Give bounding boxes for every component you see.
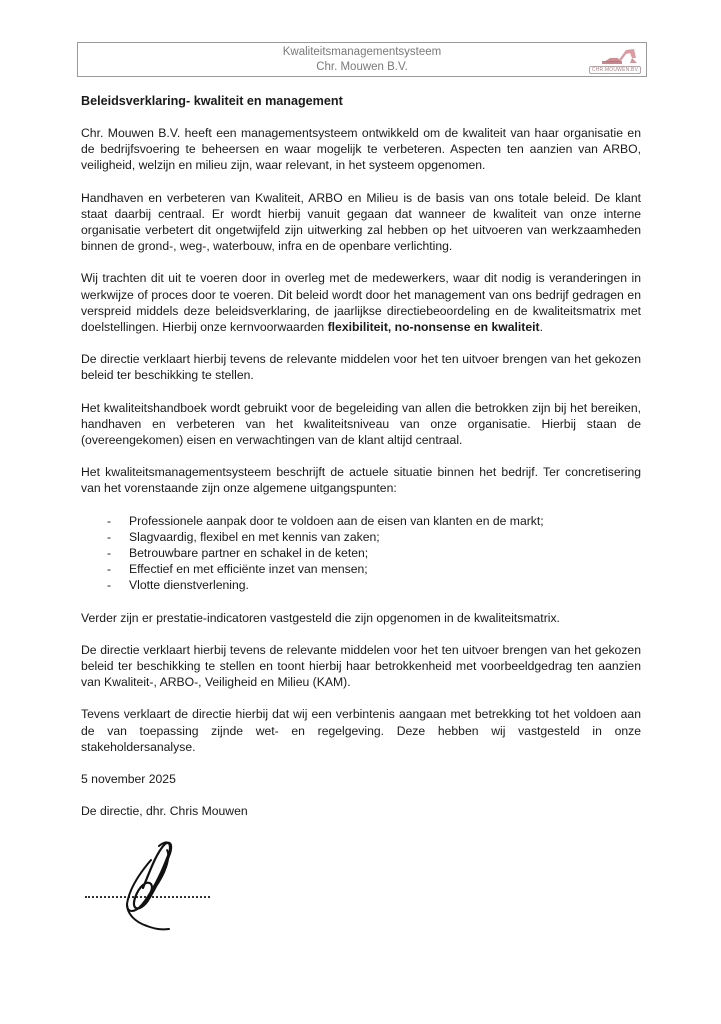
paragraph-implementation-end: . xyxy=(539,320,543,335)
header-company: Chr. Mouwen B.V. xyxy=(316,61,408,73)
list-item-text: Vlotte dienstverlening. xyxy=(129,578,249,593)
bullet-dash: - xyxy=(107,562,112,577)
excavator-logo-icon xyxy=(588,46,642,66)
paragraph-legislation: Tevens verklaart de directie hierbij dat wij een verbintenis aangaan met betrekking tot het voldoen aan de van toepassing zijnde wet- en regelgeving. Deze hebben wij vastgesteld in onze stakeholdersanalyse. xyxy=(81,707,641,754)
bullet-dash: - xyxy=(107,529,112,544)
signatory: De directie, dhr. Chris Mouwen xyxy=(81,804,248,819)
company-logo xyxy=(588,46,642,74)
paragraph-indicators: Verder zijn er prestatie-indicatoren vastgesteld die zijn opgenomen in de kwaliteitsmatrix. xyxy=(81,610,560,625)
list-item xyxy=(81,513,641,529)
core-values: flexibiliteit, no-nonsense en kwaliteit xyxy=(327,320,540,335)
list-item-text: Professionele aanpak door te voldoen aan de eisen van klanten en de markt; xyxy=(129,513,544,528)
document-body xyxy=(81,93,641,820)
paragraph-policy-basis: Handhaven en verbeteren van Kwaliteit, ARBO en Milieu is de basis van ons totale beleid. De klant staat daarbij centraal. Er wordt hierbij vanuit gegaan dat wanneer de kwaliteit van onze interne organisatie verbetert dit ongetwijfeld zijn uitwerking zal hebben op het uitvoeren van werkzaamheden binnen de grond-, weg-, waterbouw, infra en de openbare verlichting. xyxy=(81,190,641,254)
paragraph-resources: De directie verklaart hierbij tevens de relevante middelen voor het ten uitvoer brengen van het gekozen beleid ter beschikking te stellen. xyxy=(81,352,641,383)
paragraph-implementation xyxy=(81,270,641,335)
logo-text: CHR.MOUWEN.BV xyxy=(589,66,641,74)
list-item-text: Effectief en met efficiënte inzet van mensen; xyxy=(129,562,368,577)
list-item-text: Slagvaardig, flexibel en met kennis van zaken; xyxy=(129,529,380,544)
paragraph-commitment: De directie verklaart hierbij tevens de relevante middelen voor het ten uitvoer brengen van het gekozen beleid ter beschikking te stellen en toont hierbij haar betrokkenheid met voorbeeldgedrag ten aanzien van Kwaliteit-, ARBO-, Veiligheid en Milieu (KAM). xyxy=(81,642,641,690)
paragraph-implementation-text: Wij trachten dit uit te voeren door in overleg met de medewerkers, waar dit nodig is veranderingen in werkwijze of proces door te voeren. Dit beleid wordt door het management van ons bedrijf gedragen en verspreid middels deze beleidsverklaring, de jaarlijkse directiebeoordeling en de kwaliteitsmatrix met doelstellingen. Hierbij onze kernvoorwaarden xyxy=(81,271,641,335)
handwritten-signature xyxy=(81,838,281,948)
list-item xyxy=(81,545,641,561)
bullet-dash: - xyxy=(107,578,112,593)
principles-list xyxy=(81,513,641,594)
paragraph-intro: Chr. Mouwen B.V. heeft een managementsysteem ontwikkeld om de kwaliteit van haar organisatie en de bedrijfsvoering te beheersen en waar mogelijk te verbeteren. Aspecten ten aanzien van ARBO, veiligheid, welzijn en milieu zijn, waar relevant, in het systeem opgenomen. xyxy=(81,126,641,173)
document-title: Beleidsverklaring- kwaliteit en management xyxy=(81,94,343,108)
list-item xyxy=(81,529,641,545)
paragraph-principles-intro: Het kwaliteitsmanagementsysteem beschrijft de actuele situatie binnen het bedrijf. Ter concretisering van het vorenstaande zijn onze algemene uitgangspunten: xyxy=(81,465,641,496)
bullet-dash: - xyxy=(107,546,112,561)
list-item xyxy=(81,577,641,593)
list-item-text: Betrouwbare partner en schakel in de keten; xyxy=(129,546,369,561)
paragraph-handbook: Het kwaliteitshandboek wordt gebruikt voor de begeleiding van allen die betrokken zijn bij het bereiken, handhaven en verbeteren van het kwaliteitsniveau van onze organisatie. Hierbij staan de (overeengekomen) eisen en verwachtingen van de klant altijd centraal. xyxy=(81,400,641,448)
document-date: 5 november 2025 xyxy=(81,772,176,787)
header-title: Kwaliteitsmanagementsysteem xyxy=(282,46,442,58)
list-item xyxy=(81,561,641,577)
signature-block xyxy=(81,838,281,948)
page-header xyxy=(77,42,647,77)
bullet-dash: - xyxy=(107,513,112,528)
